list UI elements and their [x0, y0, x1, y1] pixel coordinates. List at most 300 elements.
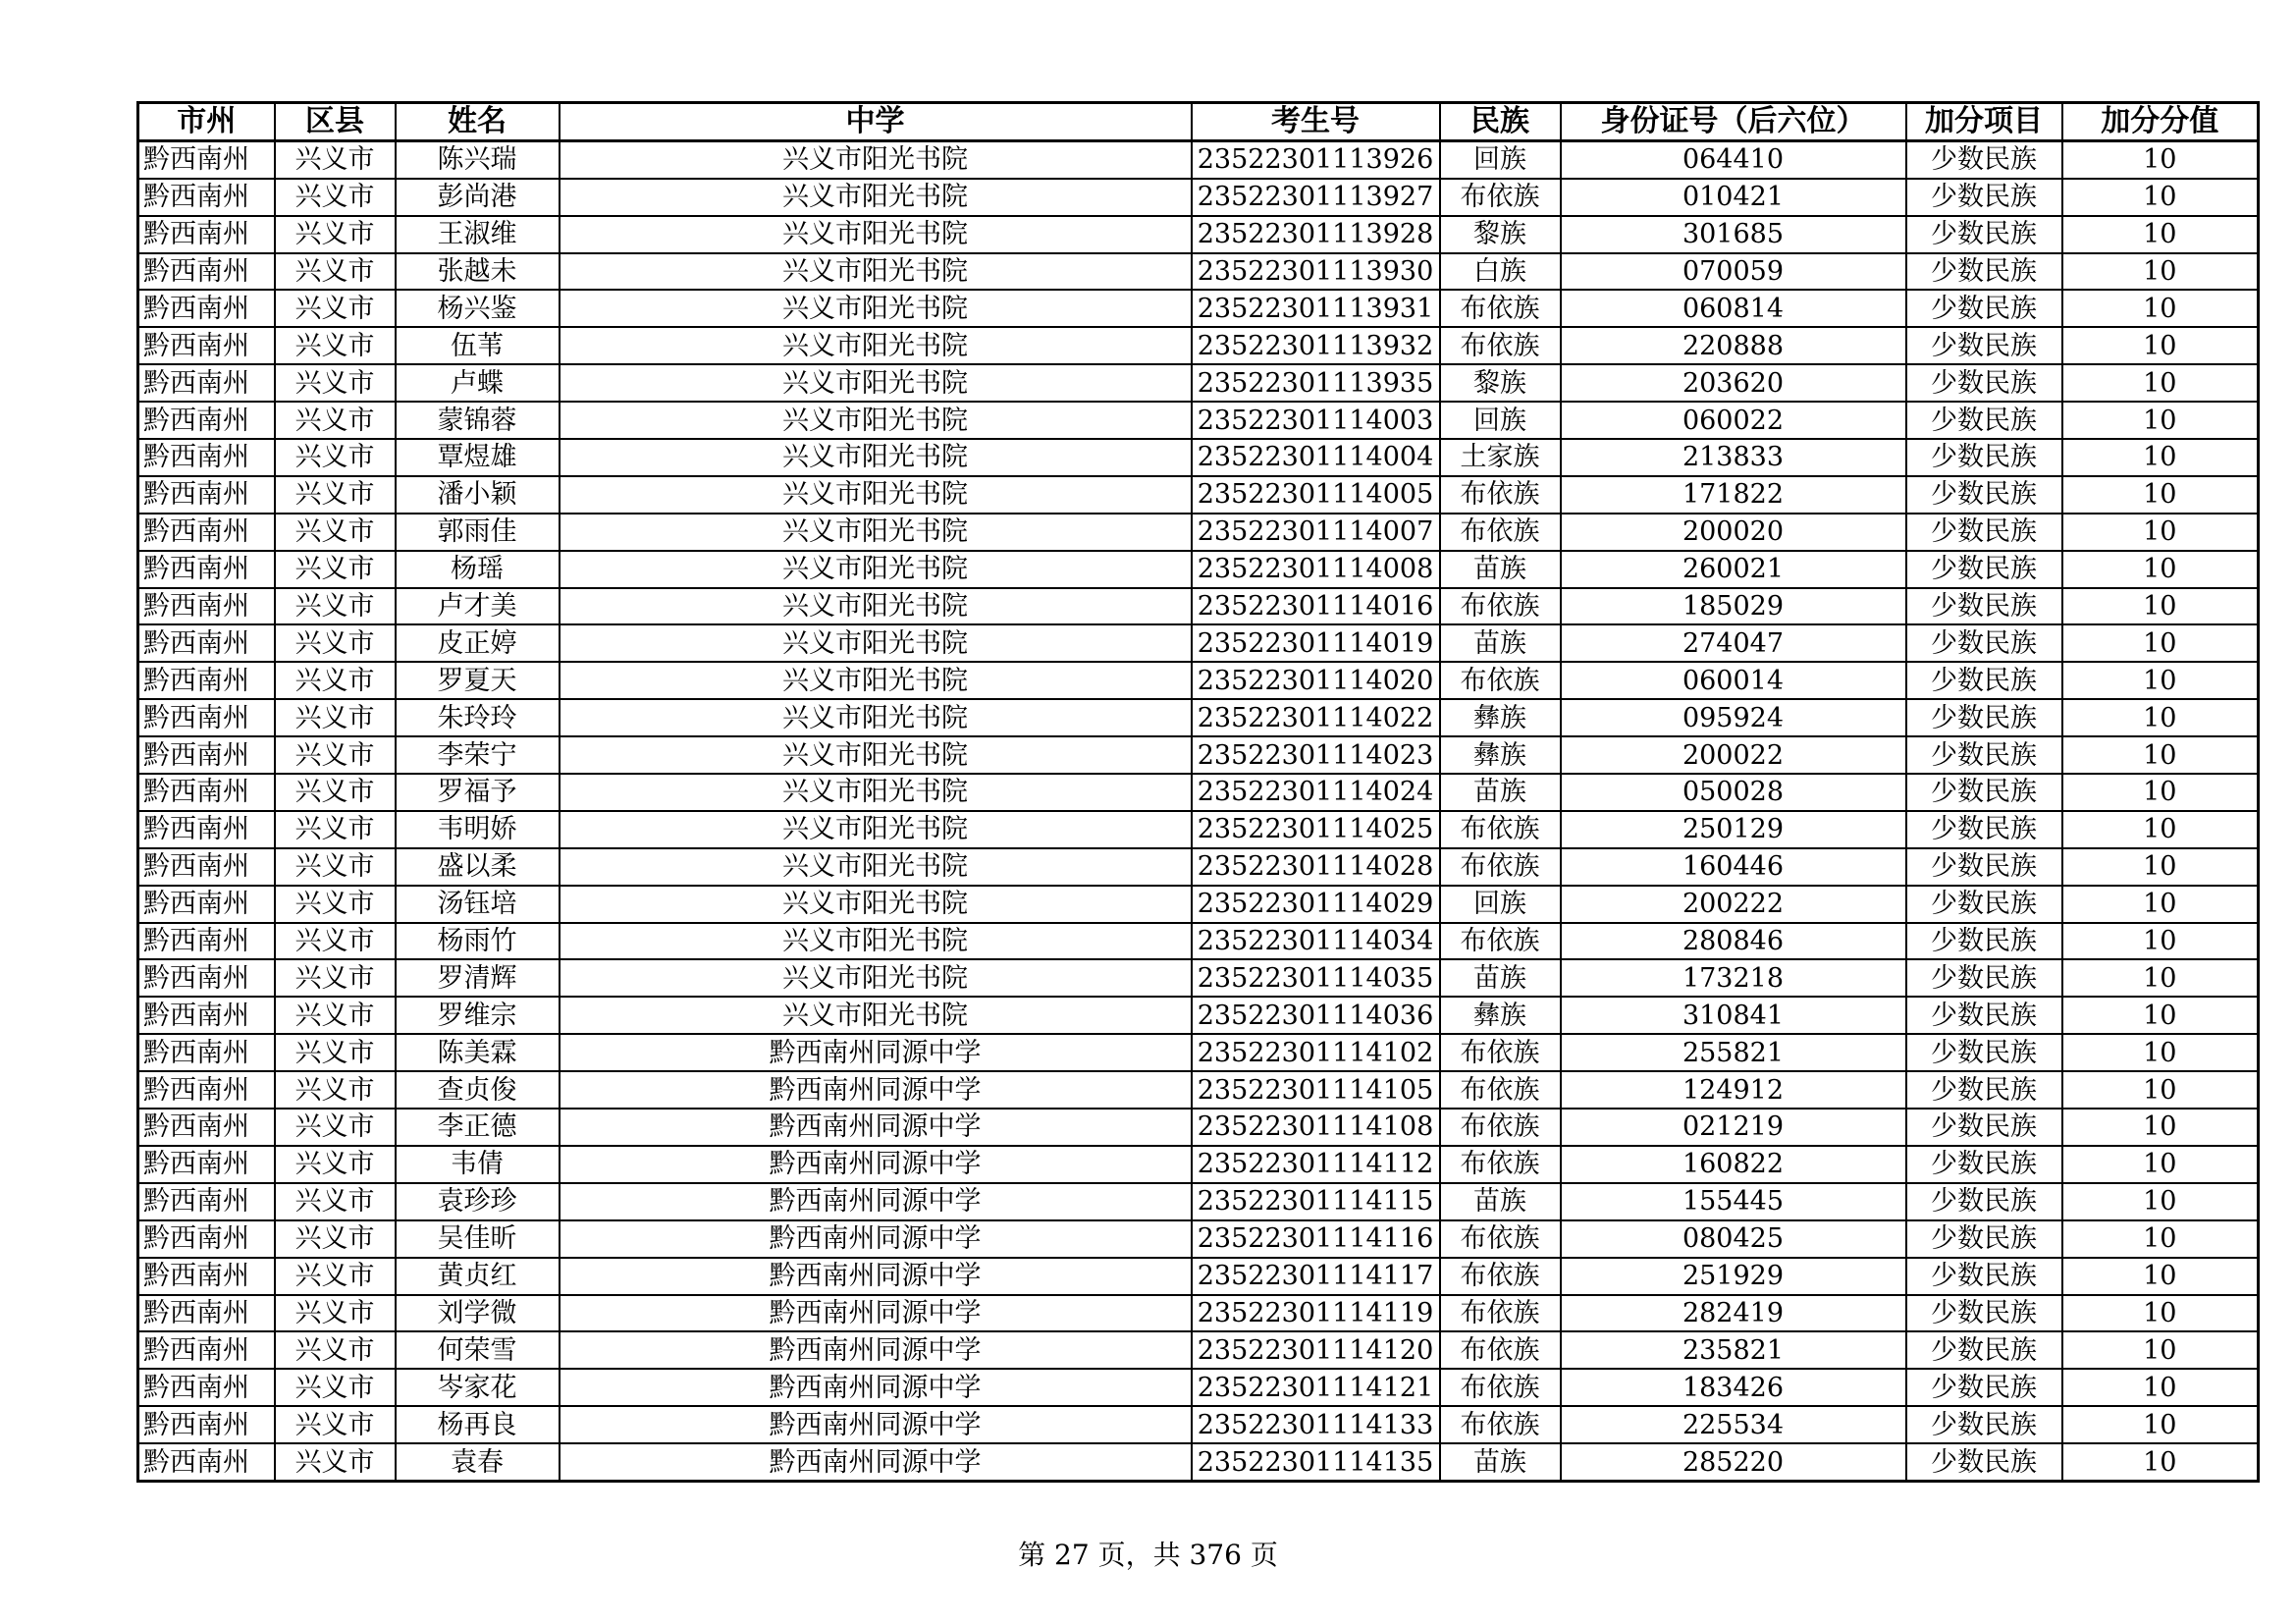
- cell-exam-number: 23522301113935: [1192, 364, 1440, 402]
- table-row: [138, 811, 2259, 848]
- cell-id-suffix: 070059: [1561, 253, 1906, 291]
- cell-ethnicity: 黎族: [1440, 216, 1561, 253]
- cell-bonus-item: 少数民族: [1906, 1183, 2062, 1220]
- table-row: [138, 624, 2259, 662]
- cell-ethnicity: 布依族: [1440, 1034, 1561, 1071]
- cell-city: 黔西南州: [138, 253, 275, 291]
- cell-exam-number: 23522301114133: [1192, 1406, 1440, 1443]
- cell-district: 兴义市: [275, 624, 396, 662]
- cell-district: 兴义市: [275, 402, 396, 439]
- cell-ethnicity: 布依族: [1440, 290, 1561, 327]
- cell-city: 黔西南州: [138, 774, 275, 811]
- cell-exam-number: 23522301114016: [1192, 588, 1440, 625]
- cell-bonus-item: 少数民族: [1906, 1406, 2062, 1443]
- cell-school: 兴义市阳光书院: [560, 624, 1192, 662]
- cell-city: 黔西南州: [138, 959, 275, 997]
- cell-exam-number: 23522301114112: [1192, 1146, 1440, 1183]
- cell-city: 黔西南州: [138, 1146, 275, 1183]
- cell-bonus-value: 10: [2062, 774, 2259, 811]
- cell-bonus-item: 少数民族: [1906, 439, 2062, 476]
- cell-id-suffix: 185029: [1561, 588, 1906, 625]
- cell-bonus-value: 10: [2062, 588, 2259, 625]
- cell-district: 兴义市: [275, 848, 396, 886]
- cell-city: 黔西南州: [138, 886, 275, 923]
- cell-bonus-value: 10: [2062, 886, 2259, 923]
- cell-name: 韦明娇: [396, 811, 560, 848]
- cell-school: 兴义市阳光书院: [560, 216, 1192, 253]
- cell-id-suffix: 310841: [1561, 997, 1906, 1034]
- cell-id-suffix: 200022: [1561, 736, 1906, 774]
- cell-bonus-value: 10: [2062, 364, 2259, 402]
- cell-school: 黔西南州同源中学: [560, 1109, 1192, 1146]
- cell-ethnicity: 布依族: [1440, 588, 1561, 625]
- cell-name: 罗夏天: [396, 662, 560, 699]
- cell-ethnicity: 布依族: [1440, 1071, 1561, 1109]
- cell-bonus-item: 少数民族: [1906, 514, 2062, 551]
- cell-school: 兴义市阳光书院: [560, 364, 1192, 402]
- table-row: [138, 1220, 2259, 1258]
- cell-ethnicity: 布依族: [1440, 1258, 1561, 1295]
- cell-name: 岑家花: [396, 1369, 560, 1406]
- header-ethnicity: 民族: [1440, 103, 1561, 141]
- cell-ethnicity: 苗族: [1440, 959, 1561, 997]
- cell-exam-number: 23522301114003: [1192, 402, 1440, 439]
- cell-city: 黔西南州: [138, 1258, 275, 1295]
- cell-school: 兴义市阳光书院: [560, 140, 1192, 178]
- cell-exam-number: 23522301113932: [1192, 327, 1440, 364]
- cell-id-suffix: 280846: [1561, 923, 1906, 960]
- cell-school: 兴义市阳光书院: [560, 886, 1192, 923]
- table-row: [138, 699, 2259, 736]
- cell-city: 黔西南州: [138, 1220, 275, 1258]
- cell-bonus-item: 少数民族: [1906, 551, 2062, 588]
- cell-ethnicity: 回族: [1440, 402, 1561, 439]
- cell-exam-number: 23522301114102: [1192, 1034, 1440, 1071]
- cell-city: 黔西南州: [138, 923, 275, 960]
- cell-school: 黔西南州同源中学: [560, 1146, 1192, 1183]
- cell-name: 韦倩: [396, 1146, 560, 1183]
- cell-school: 兴义市阳光书院: [560, 923, 1192, 960]
- cell-id-suffix: 173218: [1561, 959, 1906, 997]
- cell-bonus-item: 少数民族: [1906, 923, 2062, 960]
- cell-id-suffix: 155445: [1561, 1183, 1906, 1220]
- table-row: [138, 1034, 2259, 1071]
- cell-bonus-value: 10: [2062, 997, 2259, 1034]
- table-row: [138, 997, 2259, 1034]
- cell-bonus-value: 10: [2062, 811, 2259, 848]
- cell-ethnicity: 布依族: [1440, 1109, 1561, 1146]
- table-row: [138, 662, 2259, 699]
- cell-bonus-value: 10: [2062, 1258, 2259, 1295]
- cell-bonus-item: 少数民族: [1906, 699, 2062, 736]
- cell-exam-number: 23522301114004: [1192, 439, 1440, 476]
- cell-city: 黔西南州: [138, 290, 275, 327]
- table-row: [138, 439, 2259, 476]
- cell-ethnicity: 布依族: [1440, 662, 1561, 699]
- cell-bonus-item: 少数民族: [1906, 364, 2062, 402]
- cell-id-suffix: 124912: [1561, 1071, 1906, 1109]
- table-row: [138, 1146, 2259, 1183]
- cell-bonus-value: 10: [2062, 624, 2259, 662]
- cell-ethnicity: 布依族: [1440, 1146, 1561, 1183]
- cell-name: 查贞俊: [396, 1071, 560, 1109]
- table-row: [138, 1071, 2259, 1109]
- cell-school: 兴义市阳光书院: [560, 774, 1192, 811]
- cell-bonus-value: 10: [2062, 402, 2259, 439]
- cell-district: 兴义市: [275, 1183, 396, 1220]
- cell-id-suffix: 251929: [1561, 1258, 1906, 1295]
- cell-school: 兴义市阳光书院: [560, 514, 1192, 551]
- table-row: [138, 327, 2259, 364]
- cell-name: 覃煜雄: [396, 439, 560, 476]
- cell-bonus-value: 10: [2062, 1369, 2259, 1406]
- cell-bonus-item: 少数民族: [1906, 736, 2062, 774]
- cell-exam-number: 23522301114036: [1192, 997, 1440, 1034]
- cell-ethnicity: 黎族: [1440, 364, 1561, 402]
- table-row: [138, 476, 2259, 514]
- cell-id-suffix: 010421: [1561, 179, 1906, 216]
- cell-ethnicity: 布依族: [1440, 179, 1561, 216]
- cell-school: 兴义市阳光书院: [560, 848, 1192, 886]
- cell-bonus-value: 10: [2062, 179, 2259, 216]
- cell-district: 兴义市: [275, 662, 396, 699]
- cell-ethnicity: 苗族: [1440, 624, 1561, 662]
- cell-school: 兴义市阳光书院: [560, 253, 1192, 291]
- cell-ethnicity: 彝族: [1440, 997, 1561, 1034]
- cell-ethnicity: 布依族: [1440, 1369, 1561, 1406]
- cell-school: 黔西南州同源中学: [560, 1406, 1192, 1443]
- cell-district: 兴义市: [275, 1034, 396, 1071]
- cell-id-suffix: 160446: [1561, 848, 1906, 886]
- cell-id-suffix: 021219: [1561, 1109, 1906, 1146]
- cell-bonus-item: 少数民族: [1906, 140, 2062, 178]
- cell-name: 杨雨竹: [396, 923, 560, 960]
- cell-district: 兴义市: [275, 923, 396, 960]
- cell-exam-number: 23522301114035: [1192, 959, 1440, 997]
- cell-ethnicity: 布依族: [1440, 923, 1561, 960]
- cell-name: 吴佳昕: [396, 1220, 560, 1258]
- cell-city: 黔西南州: [138, 179, 275, 216]
- cell-bonus-item: 少数民族: [1906, 886, 2062, 923]
- cell-id-suffix: 220888: [1561, 327, 1906, 364]
- table-row: [138, 402, 2259, 439]
- cell-city: 黔西南州: [138, 848, 275, 886]
- cell-name: 彭尚港: [396, 179, 560, 216]
- cell-ethnicity: 布依族: [1440, 476, 1561, 514]
- cell-bonus-item: 少数民族: [1906, 848, 2062, 886]
- cell-ethnicity: 布依族: [1440, 327, 1561, 364]
- cell-city: 黔西南州: [138, 140, 275, 178]
- header-city: 市州: [138, 103, 275, 141]
- cell-bonus-value: 10: [2062, 959, 2259, 997]
- cell-school: 兴义市阳光书院: [560, 736, 1192, 774]
- cell-id-suffix: 285220: [1561, 1443, 1906, 1481]
- cell-school: 黔西南州同源中学: [560, 1220, 1192, 1258]
- table-row: [138, 774, 2259, 811]
- cell-ethnicity: 土家族: [1440, 439, 1561, 476]
- cell-city: 黔西南州: [138, 624, 275, 662]
- table-row: [138, 364, 2259, 402]
- cell-city: 黔西南州: [138, 997, 275, 1034]
- cell-exam-number: 23522301114108: [1192, 1109, 1440, 1146]
- cell-district: 兴义市: [275, 1258, 396, 1295]
- cell-exam-number: 23522301114020: [1192, 662, 1440, 699]
- cell-name: 杨瑶: [396, 551, 560, 588]
- cell-exam-number: 23522301114119: [1192, 1295, 1440, 1332]
- cell-city: 黔西南州: [138, 551, 275, 588]
- cell-ethnicity: 彝族: [1440, 699, 1561, 736]
- cell-exam-number: 23522301114022: [1192, 699, 1440, 736]
- cell-bonus-value: 10: [2062, 923, 2259, 960]
- table-row: [138, 1183, 2259, 1220]
- cell-ethnicity: 彝族: [1440, 736, 1561, 774]
- table-row: [138, 1443, 2259, 1481]
- cell-bonus-item: 少数民族: [1906, 216, 2062, 253]
- cell-district: 兴义市: [275, 1406, 396, 1443]
- table-row: [138, 253, 2259, 291]
- cell-bonus-value: 10: [2062, 1146, 2259, 1183]
- cell-district: 兴义市: [275, 1369, 396, 1406]
- cell-exam-number: 23522301114019: [1192, 624, 1440, 662]
- table-row: [138, 216, 2259, 253]
- cell-bonus-item: 少数民族: [1906, 1034, 2062, 1071]
- cell-id-suffix: 200020: [1561, 514, 1906, 551]
- cell-id-suffix: 060022: [1561, 402, 1906, 439]
- cell-district: 兴义市: [275, 736, 396, 774]
- cell-bonus-item: 少数民族: [1906, 811, 2062, 848]
- cell-name: 陈美霖: [396, 1034, 560, 1071]
- cell-name: 刘学微: [396, 1295, 560, 1332]
- cell-city: 黔西南州: [138, 1034, 275, 1071]
- header-district: 区县: [275, 103, 396, 141]
- cell-district: 兴义市: [275, 588, 396, 625]
- cell-name: 陈兴瑞: [396, 140, 560, 178]
- cell-name: 黄贞红: [396, 1258, 560, 1295]
- cell-bonus-value: 10: [2062, 848, 2259, 886]
- cell-city: 黔西南州: [138, 736, 275, 774]
- cell-school: 兴义市阳光书院: [560, 811, 1192, 848]
- cell-bonus-item: 少数民族: [1906, 1109, 2062, 1146]
- cell-ethnicity: 布依族: [1440, 848, 1561, 886]
- cell-district: 兴义市: [275, 1071, 396, 1109]
- cell-bonus-item: 少数民族: [1906, 1443, 2062, 1481]
- cell-district: 兴义市: [275, 699, 396, 736]
- cell-bonus-item: 少数民族: [1906, 662, 2062, 699]
- cell-exam-number: 23522301113928: [1192, 216, 1440, 253]
- cell-id-suffix: 203620: [1561, 364, 1906, 402]
- cell-district: 兴义市: [275, 327, 396, 364]
- cell-school: 兴义市阳光书院: [560, 476, 1192, 514]
- cell-exam-number: 23522301114023: [1192, 736, 1440, 774]
- cell-name: 袁春: [396, 1443, 560, 1481]
- cell-name: 李正德: [396, 1109, 560, 1146]
- cell-bonus-value: 10: [2062, 1071, 2259, 1109]
- cell-name: 皮正婷: [396, 624, 560, 662]
- cell-city: 黔西南州: [138, 1331, 275, 1369]
- table-row: [138, 1258, 2259, 1295]
- cell-exam-number: 23522301113927: [1192, 179, 1440, 216]
- cell-bonus-value: 10: [2062, 1331, 2259, 1369]
- table-row: [138, 1331, 2259, 1369]
- cell-exam-number: 23522301114115: [1192, 1183, 1440, 1220]
- header-bonus-item: 加分项目: [1906, 103, 2062, 141]
- cell-bonus-item: 少数民族: [1906, 774, 2062, 811]
- cell-exam-number: 23522301114025: [1192, 811, 1440, 848]
- cell-exam-number: 23522301114024: [1192, 774, 1440, 811]
- cell-ethnicity: 白族: [1440, 253, 1561, 291]
- cell-id-suffix: 255821: [1561, 1034, 1906, 1071]
- cell-bonus-item: 少数民族: [1906, 1295, 2062, 1332]
- cell-bonus-value: 10: [2062, 551, 2259, 588]
- cell-name: 卢蝶: [396, 364, 560, 402]
- cell-bonus-value: 10: [2062, 1109, 2259, 1146]
- table-row: [138, 551, 2259, 588]
- cell-id-suffix: 095924: [1561, 699, 1906, 736]
- cell-district: 兴义市: [275, 439, 396, 476]
- cell-bonus-item: 少数民族: [1906, 179, 2062, 216]
- cell-ethnicity: 苗族: [1440, 1183, 1561, 1220]
- table-body: [138, 140, 2259, 1481]
- cell-name: 朱玲玲: [396, 699, 560, 736]
- cell-city: 黔西南州: [138, 364, 275, 402]
- cell-school: 兴义市阳光书院: [560, 662, 1192, 699]
- cell-city: 黔西南州: [138, 216, 275, 253]
- cell-name: 张越未: [396, 253, 560, 291]
- cell-city: 黔西南州: [138, 1295, 275, 1332]
- cell-district: 兴义市: [275, 774, 396, 811]
- cell-id-suffix: 183426: [1561, 1369, 1906, 1406]
- cell-id-suffix: 301685: [1561, 216, 1906, 253]
- cell-city: 黔西南州: [138, 402, 275, 439]
- cell-id-suffix: 213833: [1561, 439, 1906, 476]
- cell-ethnicity: 苗族: [1440, 1443, 1561, 1481]
- cell-bonus-item: 少数民族: [1906, 1258, 2062, 1295]
- cell-id-suffix: 274047: [1561, 624, 1906, 662]
- cell-bonus-item: 少数民族: [1906, 253, 2062, 291]
- table-row: [138, 514, 2259, 551]
- cell-district: 兴义市: [275, 1331, 396, 1369]
- cell-district: 兴义市: [275, 290, 396, 327]
- cell-name: 王淑维: [396, 216, 560, 253]
- cell-id-suffix: 200222: [1561, 886, 1906, 923]
- cell-city: 黔西南州: [138, 1109, 275, 1146]
- cell-city: 黔西南州: [138, 327, 275, 364]
- cell-name: 罗清辉: [396, 959, 560, 997]
- cell-ethnicity: 布依族: [1440, 1220, 1561, 1258]
- cell-exam-number: 23522301114121: [1192, 1369, 1440, 1406]
- cell-city: 黔西南州: [138, 514, 275, 551]
- cell-school: 兴义市阳光书院: [560, 402, 1192, 439]
- table-row: [138, 290, 2259, 327]
- cell-school: 兴义市阳光书院: [560, 551, 1192, 588]
- cell-id-suffix: 235821: [1561, 1331, 1906, 1369]
- cell-id-suffix: 050028: [1561, 774, 1906, 811]
- cell-bonus-value: 10: [2062, 699, 2259, 736]
- cell-city: 黔西南州: [138, 662, 275, 699]
- cell-name: 袁珍珍: [396, 1183, 560, 1220]
- page-number-footer: 第 27 页，共 376 页: [1018, 1539, 1278, 1571]
- header-exam-number: 考生号: [1192, 103, 1440, 141]
- cell-ethnicity: 布依族: [1440, 1295, 1561, 1332]
- cell-id-suffix: 060014: [1561, 662, 1906, 699]
- cell-school: 兴义市阳光书院: [560, 588, 1192, 625]
- cell-exam-number: 23522301114008: [1192, 551, 1440, 588]
- cell-bonus-item: 少数民族: [1906, 402, 2062, 439]
- cell-id-suffix: 171822: [1561, 476, 1906, 514]
- cell-name: 杨兴鉴: [396, 290, 560, 327]
- cell-bonus-value: 10: [2062, 514, 2259, 551]
- cell-id-suffix: 060814: [1561, 290, 1906, 327]
- cell-district: 兴义市: [275, 811, 396, 848]
- cell-school: 黔西南州同源中学: [560, 1331, 1192, 1369]
- cell-district: 兴义市: [275, 514, 396, 551]
- table-row: [138, 1109, 2259, 1146]
- cell-name: 盛以柔: [396, 848, 560, 886]
- cell-district: 兴义市: [275, 140, 396, 178]
- table-row: [138, 1406, 2259, 1443]
- cell-name: 伍苇: [396, 327, 560, 364]
- cell-district: 兴义市: [275, 179, 396, 216]
- cell-exam-number: 23522301114029: [1192, 886, 1440, 923]
- cell-bonus-item: 少数民族: [1906, 1220, 2062, 1258]
- cell-name: 罗福予: [396, 774, 560, 811]
- cell-id-suffix: 064410: [1561, 140, 1906, 178]
- cell-bonus-value: 10: [2062, 290, 2259, 327]
- cell-district: 兴义市: [275, 1295, 396, 1332]
- cell-city: 黔西南州: [138, 1406, 275, 1443]
- cell-bonus-item: 少数民族: [1906, 290, 2062, 327]
- cell-district: 兴义市: [275, 1146, 396, 1183]
- cell-name: 罗维宗: [396, 997, 560, 1034]
- header-bonus-value: 加分分值: [2062, 103, 2259, 141]
- cell-school: 黔西南州同源中学: [560, 1443, 1192, 1481]
- cell-bonus-value: 10: [2062, 216, 2259, 253]
- cell-name: 杨再良: [396, 1406, 560, 1443]
- table-row: [138, 140, 2259, 178]
- cell-exam-number: 23522301114005: [1192, 476, 1440, 514]
- cell-exam-number: 23522301113930: [1192, 253, 1440, 291]
- cell-exam-number: 23522301113931: [1192, 290, 1440, 327]
- cell-district: 兴义市: [275, 1220, 396, 1258]
- cell-exam-number: 23522301114120: [1192, 1331, 1440, 1369]
- cell-district: 兴义市: [275, 476, 396, 514]
- cell-exam-number: 23522301114028: [1192, 848, 1440, 886]
- cell-school: 兴义市阳光书院: [560, 179, 1192, 216]
- cell-bonus-value: 10: [2062, 1034, 2259, 1071]
- table-row: [138, 886, 2259, 923]
- cell-bonus-item: 少数民族: [1906, 476, 2062, 514]
- table-header-row: [138, 103, 2259, 141]
- table-row: [138, 1295, 2259, 1332]
- cell-bonus-item: 少数民族: [1906, 624, 2062, 662]
- cell-school: 兴义市阳光书院: [560, 699, 1192, 736]
- header-id-suffix: 身份证号（后六位）: [1561, 103, 1906, 141]
- table-row: [138, 1369, 2259, 1406]
- cell-ethnicity: 布依族: [1440, 1331, 1561, 1369]
- cell-bonus-value: 10: [2062, 1406, 2259, 1443]
- cell-bonus-item: 少数民族: [1906, 959, 2062, 997]
- cell-bonus-value: 10: [2062, 253, 2259, 291]
- cell-district: 兴义市: [275, 253, 396, 291]
- cell-school: 黔西南州同源中学: [560, 1258, 1192, 1295]
- cell-district: 兴义市: [275, 216, 396, 253]
- header-name: 姓名: [396, 103, 560, 141]
- cell-bonus-item: 少数民族: [1906, 1331, 2062, 1369]
- cell-city: 黔西南州: [138, 1183, 275, 1220]
- cell-bonus-value: 10: [2062, 736, 2259, 774]
- cell-city: 黔西南州: [138, 811, 275, 848]
- cell-school: 兴义市阳光书院: [560, 327, 1192, 364]
